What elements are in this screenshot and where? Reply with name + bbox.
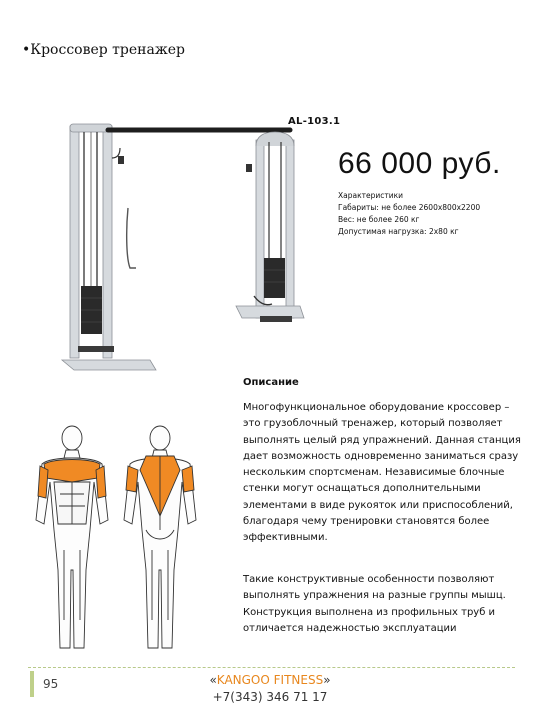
muscle-diagram-image (28, 420, 206, 652)
page-heading: •Кроссовер тренажер (22, 42, 185, 58)
front-figure (36, 426, 108, 648)
specs-title: Характеристики (338, 191, 404, 200)
description-paragraph-2: Такие конструктивные особенности позволяют выполнять упражнения на разные группы мышц. Конструкция выполнена из профильных труб и отличается надежностью эксплуатации (243, 574, 506, 634)
specs-block (338, 190, 480, 238)
model-label: AL-103.1 (288, 116, 341, 127)
specs-load: Допустимая нагрузка: 2х80 кг (338, 227, 459, 236)
footer-divider (28, 667, 515, 668)
phone-number: +7(343) 346 71 17 (212, 690, 328, 704)
page-number: 95 (30, 671, 58, 697)
description-title: Описание (243, 377, 299, 388)
footer-quote-close: » (323, 673, 331, 687)
footer-brand-line (160, 672, 380, 689)
footer-quote-open: « (209, 673, 217, 687)
footer-contact (160, 672, 380, 706)
specs-weight: Вес: не более 260 кг (338, 215, 420, 224)
description-paragraph-1: Многофункциональное оборудование кроссовер – это грузоблочный тренажер, который позволяет выполнять целый ряд упражнений. Данная станция дает возможность одновременно заниматься сразу нескольким спортсменам. Независимые блочные стенки могут оснащаться дополнительными элементами в виде рукояток или приспособлений, благодаря чему тренировки становятся более эффективными. (243, 402, 521, 544)
specs-dimensions: Габариты: не более 2600х800х2200 (338, 203, 481, 212)
brand-name: KANGOO FITNESS (216, 673, 324, 687)
crossover-machine-image (60, 118, 310, 380)
price-label: 66 000 руб. (338, 147, 501, 180)
back-figure (124, 426, 196, 648)
